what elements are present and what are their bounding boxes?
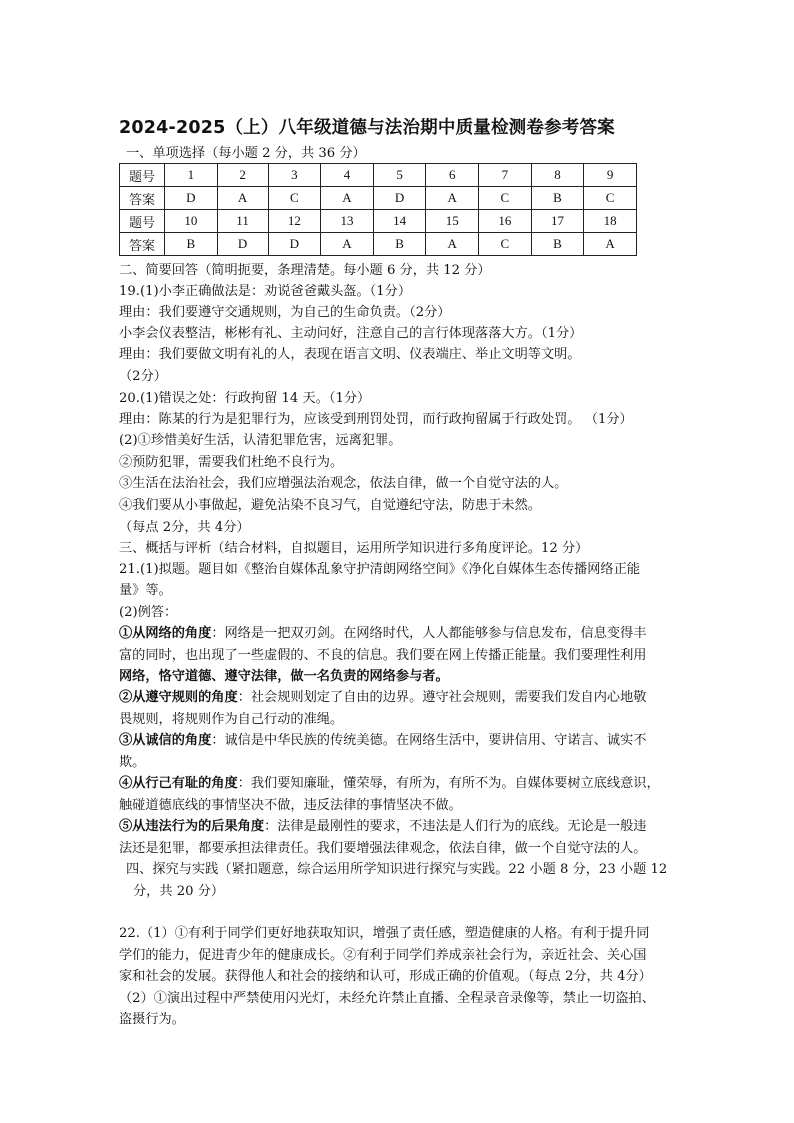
section-2-heading: 二、简要回答（简明扼要，条理清楚。每小题 6 分，共 12 分） — [119, 263, 491, 278]
table-cell: 1 — [165, 164, 218, 187]
table-cell: 15 — [426, 210, 479, 233]
q21-line-2: 量》等。 — [119, 583, 172, 598]
table-row — [120, 233, 637, 256]
q22-line-2: 学们的能力，促进青少年的健康成长。②有利于同学们养成亲社会行为，亲近社会、关心国 — [119, 948, 647, 963]
table-cell: A — [321, 233, 374, 256]
q21-point-5-line-2: 法还是犯罪，都要承担法律责任。我们要增强法律观念，依法自律，做一个自觉守法的人。 — [119, 841, 647, 856]
point-5-label: ⑤从违法行为的后果角度 — [119, 819, 265, 834]
q21-point-1-line-1: ①从网络的角度：网络是一把双刃剑。在网络时代，人人都能够参与信息发布，信息变得丰 — [119, 626, 647, 641]
q22-line-4: （2）①演出过程中严禁使用闪光灯，未经允许禁止直播、全程录音录像等，禁止一切盗拍、 — [119, 991, 655, 1006]
table-cell: 16 — [479, 210, 532, 233]
q19-line-3: 小李会仪表整洁，彬彬有礼、主动问好，注意自己的言行体现落落大方。（1分） — [119, 326, 583, 341]
q21-point-1-line-2: 富的同时，也出现了一些虚假的、不良的信息。我们要在网上传播正能量。我们要理性利用 — [119, 648, 647, 663]
q20-line-3: (2)①珍惜美好生活，认清犯罪危害，远离犯罪。 — [119, 433, 402, 448]
table-cell: 9 — [584, 164, 637, 187]
q21-line-1: 21.(1)拟题。题目如《整治自媒体乱象守护清朗网络空间》《净化自媒体生态传播网络正能 — [119, 562, 640, 577]
table-cell: 4 — [321, 164, 374, 187]
answer-table — [119, 163, 637, 256]
table-cell: D — [268, 233, 321, 256]
q21-point-5-line-1: ⑤从违法行为的后果角度：法律是最刚性的要求，不违法是人们行为的底线。无论是一般违 — [119, 819, 647, 834]
q20-line-4: ②预防犯罪，需要我们杜绝不良行为。 — [119, 455, 344, 470]
section-4-heading-line-2: 分，共 20 分） — [133, 884, 225, 899]
table-cell: 12 — [268, 210, 321, 233]
q22-line-5: 盗摄行为。 — [119, 1012, 185, 1027]
table-cell: B — [531, 187, 584, 210]
q20-line-6: ④我们要从小事做起，避免沾染不良习气，自觉遵纪守法，防患于未然。 — [119, 498, 541, 513]
q19-line-5: （2分） — [119, 369, 167, 384]
q19-line-4: 理由：我们要做文明有礼的人，表现在语言文明、仪表端庄、举止文明等文明。 — [119, 347, 581, 362]
q19-line-1: 19.(1)小李正确做法是：劝说爸爸戴头盔。（1分） — [119, 284, 412, 299]
q20-line-2: 理由：陈某的行为是犯罪行为，应该受到刑罚处罚，而行政拘留属于行政处罚。 （1分） — [119, 412, 633, 427]
table-row-header: 题号 — [120, 164, 165, 187]
table-cell: A — [426, 187, 479, 210]
q20-line-7: （每点 2分，共 4分） — [119, 520, 250, 535]
table-cell: 13 — [321, 210, 374, 233]
table-cell: C — [268, 187, 321, 210]
table-cell: A — [426, 233, 479, 256]
table-row-header: 答案 — [120, 187, 165, 210]
table-cell: D — [165, 187, 218, 210]
q21-point-4-line-1: ④从行己有耻的角度：我们要知廉耻，懂荣辱，有所为，有所不为。自媒体要树立底线意识， — [119, 776, 660, 791]
table-cell: C — [584, 187, 637, 210]
section-1-heading: 一、单项选择（每小题 2 分，共 36 分） — [126, 146, 366, 161]
table-cell: A — [321, 187, 374, 210]
page-title: 2024-2025（上）八年级道德与法治期中质量检测卷参考答案 — [119, 118, 615, 138]
table-cell: 7 — [479, 164, 532, 187]
q21-point-2-line-2: 畏规则，将规则作为自己行动的准绳。 — [119, 712, 344, 727]
table-cell: B — [531, 233, 584, 256]
table-cell: 5 — [373, 164, 426, 187]
table-cell: B — [373, 233, 426, 256]
point-2-label: ②从遵守规则的角度 — [119, 690, 238, 705]
q21-point-4-line-2: 触碰道德底线的事情坚决不做，违反法律的事情坚决不做。 — [119, 798, 462, 813]
table-cell: 14 — [373, 210, 426, 233]
table-cell: 11 — [217, 210, 268, 233]
table-cell: 6 — [426, 164, 479, 187]
q22-line-3: 家和社会的发展。获得他人和社会的接纳和认可，形成正确的价值观。（每点 2分，共 4分） — [119, 969, 652, 984]
q20-line-5: ③生活在法治社会，我们应增强法治观念，依法自律，做一个自觉守法的人。 — [119, 476, 568, 491]
q20-line-1: 20.(1)错误之处：行政拘留 14 天。（1分） — [119, 391, 371, 406]
q21-point-1-line-3: 网络，恪守道德、遵守法律，做一名负责的网络参与者。 — [119, 669, 449, 684]
table-cell: A — [217, 187, 268, 210]
table-row — [120, 164, 637, 187]
q22-line-1: 22.（1）①有利于同学们更好地获取知识，增强了责任感，塑造健康的人格。有利于提升同 — [119, 926, 650, 941]
table-cell: 3 — [268, 164, 321, 187]
table-cell: 17 — [531, 210, 584, 233]
section-3-heading: 三、概括与评析（结合材料，自拟题目，运用所学知识进行多角度评论。12 分） — [119, 541, 589, 556]
table-cell: 2 — [217, 164, 268, 187]
q21-line-3: (2)例答： — [119, 605, 178, 620]
table-cell: D — [217, 233, 268, 256]
table-cell: B — [165, 233, 218, 256]
table-cell: A — [584, 233, 637, 256]
table-row — [120, 187, 637, 210]
table-row — [120, 210, 637, 233]
table-row-header: 答案 — [120, 233, 165, 256]
table-cell: 18 — [584, 210, 637, 233]
table-cell: C — [479, 187, 532, 210]
q21-point-3-line-1: ③从诚信的角度：诚信是中华民族的传统美德。在网络生活中，要讲信用、守诺言、诚实不 — [119, 733, 647, 748]
point-1-label: ①从网络的角度 — [119, 626, 212, 641]
table-row-header: 题号 — [120, 210, 165, 233]
q21-point-3-line-2: 欺。 — [119, 755, 146, 770]
point-4-label: ④从行己有耻的角度 — [119, 776, 238, 791]
table-cell: D — [373, 187, 426, 210]
point-3-label: ③从诚信的角度 — [119, 733, 212, 748]
table-cell: C — [479, 233, 532, 256]
q21-point-2-line-1: ②从遵守规则的角度：社会规则划定了自由的边界。遵守社会规则，需要我们发自内心地敬 — [119, 690, 647, 705]
table-cell: 10 — [165, 210, 218, 233]
table-cell: 8 — [531, 164, 584, 187]
q19-line-2: 理由：我们要遵守交通规则，为自己的生命负责。（2分） — [119, 305, 451, 320]
section-4-heading-line-1: 四、探究与实践（紧扣题意，综合运用所学知识进行探究与实践。22 小题 8 分，23 小题 12 — [126, 862, 668, 877]
